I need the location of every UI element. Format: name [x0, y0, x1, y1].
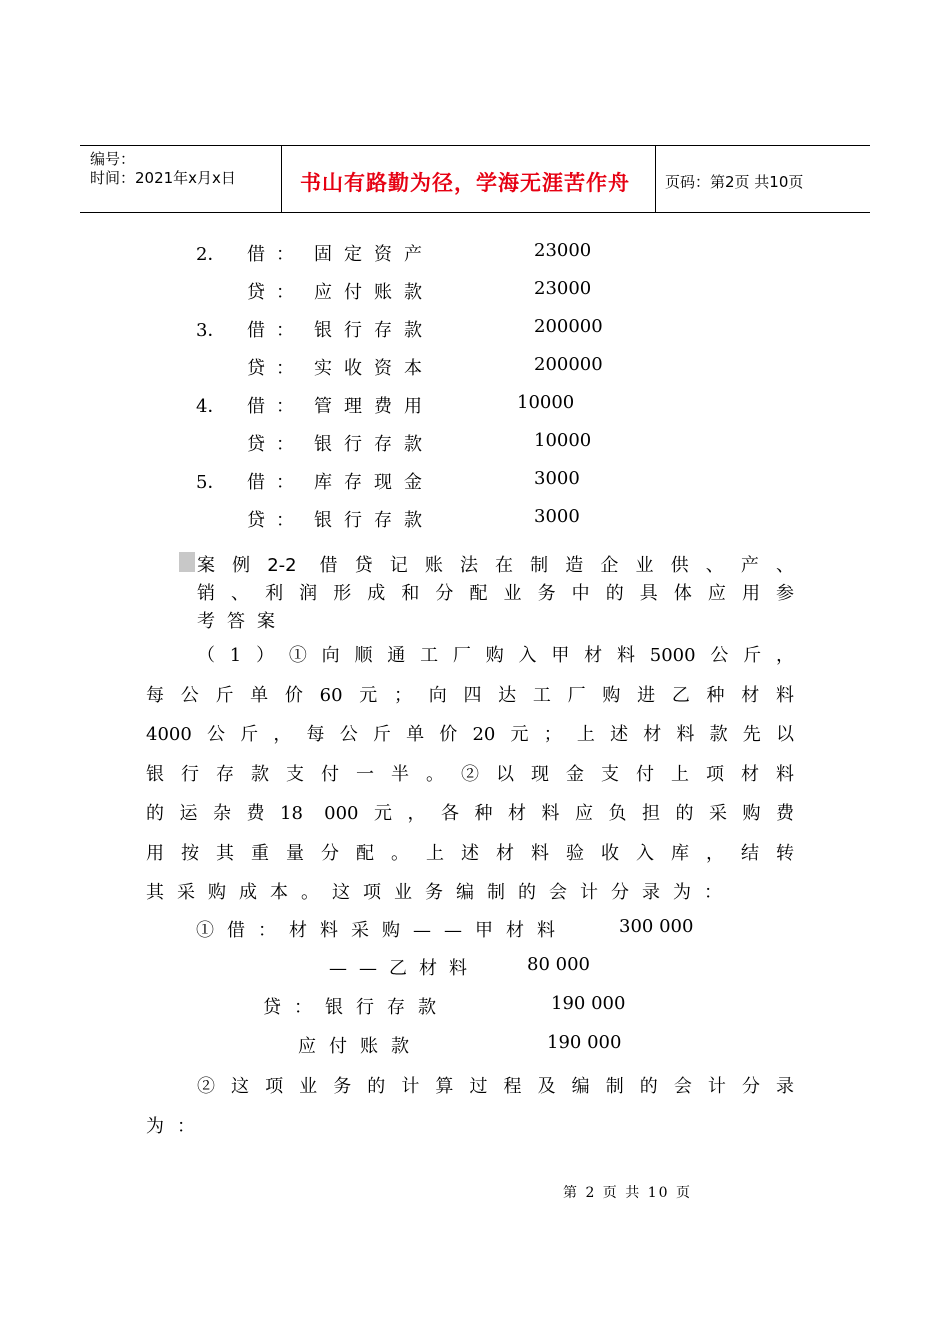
entry-colon: ： [276, 282, 294, 303]
entry-amount: 3000 [534, 506, 580, 527]
entry-colon: ： [276, 434, 294, 455]
entry-number: 4． [196, 396, 226, 417]
journal-line-amount: 300 000 [619, 916, 694, 937]
entry-number: 5． [196, 472, 226, 493]
page-info: 页码：第2页 共10页 [665, 173, 804, 191]
entry-amount: 200000 [534, 316, 603, 337]
paragraph-line: 4000公斤，每公斤单价20元；上述材料款先以 [146, 724, 794, 745]
entry-number: 2． [196, 244, 226, 265]
case-title-line: 销、利润形成和分配业务中的具体应用参 [197, 583, 794, 604]
journal-line-label: ①借：材料采购——甲材料 [196, 920, 568, 941]
case-title-line: 案例2-2 借贷记账法在制造企业供、产、 [197, 555, 794, 576]
journal-line-amount: 190 000 [551, 993, 626, 1014]
journal-line-amount: 190 000 [547, 1032, 622, 1053]
journal-line-label: 应付账款 [298, 1036, 422, 1057]
entry-colon: ： [276, 358, 294, 379]
entry-direction: 贷 [247, 358, 265, 379]
entry-number: 3． [196, 320, 226, 341]
entry-amount: 200000 [534, 354, 603, 375]
paragraph-line: 银行存款支付一半。②以现金支付上项材料 [146, 764, 794, 785]
page-footer: 第 2 页 共 10 页 [563, 1185, 692, 1201]
entry-account: 银行存款 [314, 434, 434, 455]
document-time-label: 时间：2021年x月x日 [90, 169, 236, 187]
entry-direction: 贷 [247, 510, 265, 531]
entry-direction: 贷 [247, 282, 265, 303]
entry-direction: 借 [247, 396, 265, 417]
entry-direction: 借 [247, 472, 265, 493]
entry-account: 固定资产 [314, 244, 434, 265]
paragraph-line: ②这项业务的计算过程及编制的会计分录 [197, 1076, 794, 1097]
header-top-rule [80, 145, 870, 146]
case-title-line: 考答案 [197, 611, 287, 632]
entry-account: 管理费用 [314, 396, 434, 417]
header-motto: 书山有路勤为径，学海无涯苦作舟 [300, 171, 630, 195]
journal-line-label: ——乙材料 [329, 958, 479, 979]
entry-account: 实收资本 [314, 358, 434, 379]
entry-amount: 10000 [517, 392, 575, 413]
paragraph-line: 为： [146, 1116, 208, 1137]
entry-direction: 贷 [247, 434, 265, 455]
entry-colon: ： [276, 472, 294, 493]
entry-account: 银行存款 [314, 320, 434, 341]
header-bottom-rule [80, 212, 870, 213]
paragraph-line: 每公斤单价60元；向四达工厂购进乙种材料 [146, 685, 794, 706]
entry-account: 库存现金 [314, 472, 434, 493]
entry-direction: 借 [247, 320, 265, 341]
entry-account: 银行存款 [314, 510, 434, 531]
entry-direction: 借 [247, 244, 265, 265]
header-divider-left [281, 146, 282, 213]
entry-colon: ： [276, 320, 294, 341]
entry-amount: 23000 [534, 240, 592, 261]
entry-account: 应付账款 [314, 282, 434, 303]
paragraph-line: 其采购成本。这项业务编制的会计分录为： [146, 882, 735, 903]
journal-line-amount: 80 000 [527, 954, 590, 975]
paragraph-line: 的运杂费18 000元，各种材料应负担的采购费 [146, 803, 794, 824]
entry-colon: ： [276, 510, 294, 531]
entry-amount: 10000 [534, 430, 592, 451]
heading-marker [179, 552, 195, 572]
entry-amount: 23000 [534, 278, 592, 299]
header-divider-right [655, 146, 656, 213]
entry-colon: ： [276, 244, 294, 265]
journal-line-label: 贷：银行存款 [263, 997, 449, 1018]
entry-colon: ： [276, 396, 294, 417]
paragraph-line: （1）①向顺通工厂购入甲材料5000公斤， [197, 645, 794, 666]
document-number-label: 编号： [90, 150, 136, 168]
paragraph-line: 用按其重量分配。上述材料验收入库，结转 [146, 843, 794, 864]
entry-amount: 3000 [534, 468, 580, 489]
